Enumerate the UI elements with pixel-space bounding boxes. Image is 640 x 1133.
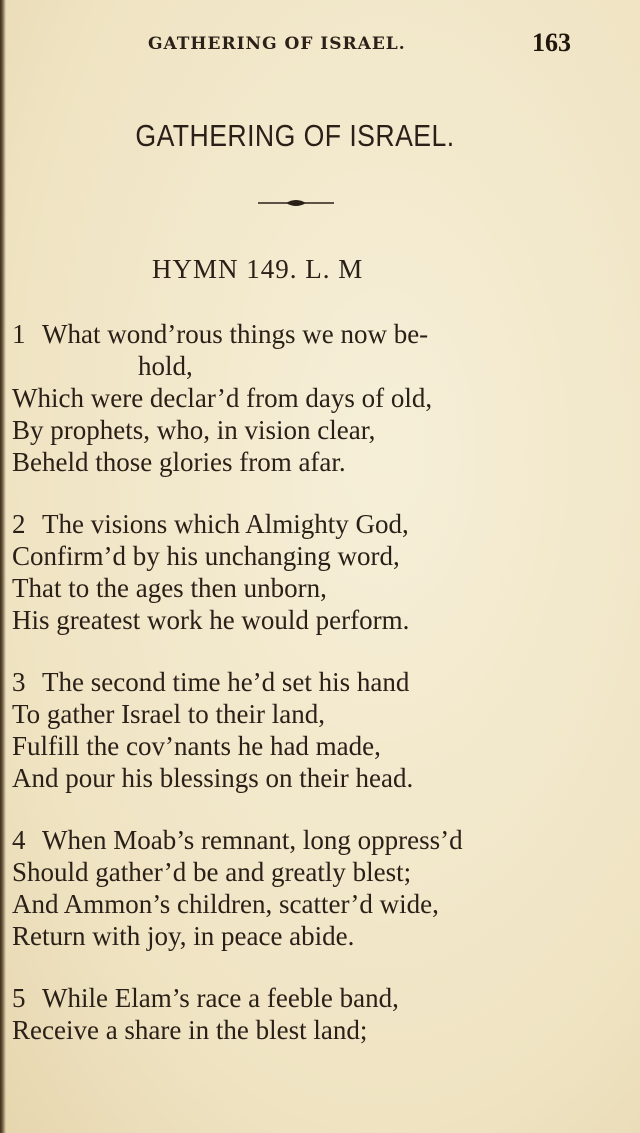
line-text: The second time he’d set his hand [42,667,410,697]
stanza-3 [12,666,612,794]
stanza-line: And Ammon’s children, scatter’d wide, [12,889,439,919]
stanza-line [12,318,612,350]
stanza-line: And pour his blessings on their head. [12,763,414,793]
stanza-4 [12,824,612,952]
stanza-line: Which were declar’d from days of old, [12,383,433,413]
stanza-line: Beheld those glories from afar. [12,447,346,477]
stanza-line: Should gather’d be and greatly blest; [12,857,412,887]
stanza-line: hold, [138,351,193,381]
stanza-number: 2 [12,509,26,539]
stanza-line [12,666,612,698]
stanza-number: 3 [12,667,26,697]
stanza-line: Fulfill the cov’nants he had made, [12,731,381,761]
stanza-1 [12,318,612,478]
stanza-line: Receive a share in the blest land; [12,1015,368,1045]
stanza-line: Return with joy, in peace abide. [12,921,355,951]
stanza-line [12,508,612,540]
line-text: What wond’rous things we now be- [42,319,429,349]
hymn-stanzas [12,318,612,1046]
stanza-line: His greatest work he would perform. [12,605,410,635]
stanza-line: By prophets, who, in vision clear, [12,415,376,445]
page-number: 163 [532,28,571,57]
stanza-number: 5 [12,983,26,1013]
stanza-2 [12,508,612,636]
page-gutter-edge [0,0,6,1133]
line-text: While Elam’s race a feeble band, [42,983,399,1013]
ornament-divider-icon [256,196,336,210]
page-title: GATHERING OF ISRAEL. [135,118,455,153]
stanza-number: 1 [12,319,26,349]
stanza-line: Confirm’d by his unchanging word, [12,541,400,571]
stanza-5 [12,982,612,1046]
stanza-line [12,982,612,1014]
stanza-line: That to the ages then unborn, [12,573,327,603]
hymn-heading: HYMN 149. L. M [152,254,364,284]
running-head-title: GATHERING OF ISRAEL. [148,34,406,54]
stanza-number: 4 [12,825,26,855]
stanza-line: To gather Israel to their land, [12,699,325,729]
line-text: When Moab’s remnant, long oppress’d [42,825,463,855]
stanza-line [12,824,612,856]
line-text: The visions which Almighty God, [42,509,409,539]
